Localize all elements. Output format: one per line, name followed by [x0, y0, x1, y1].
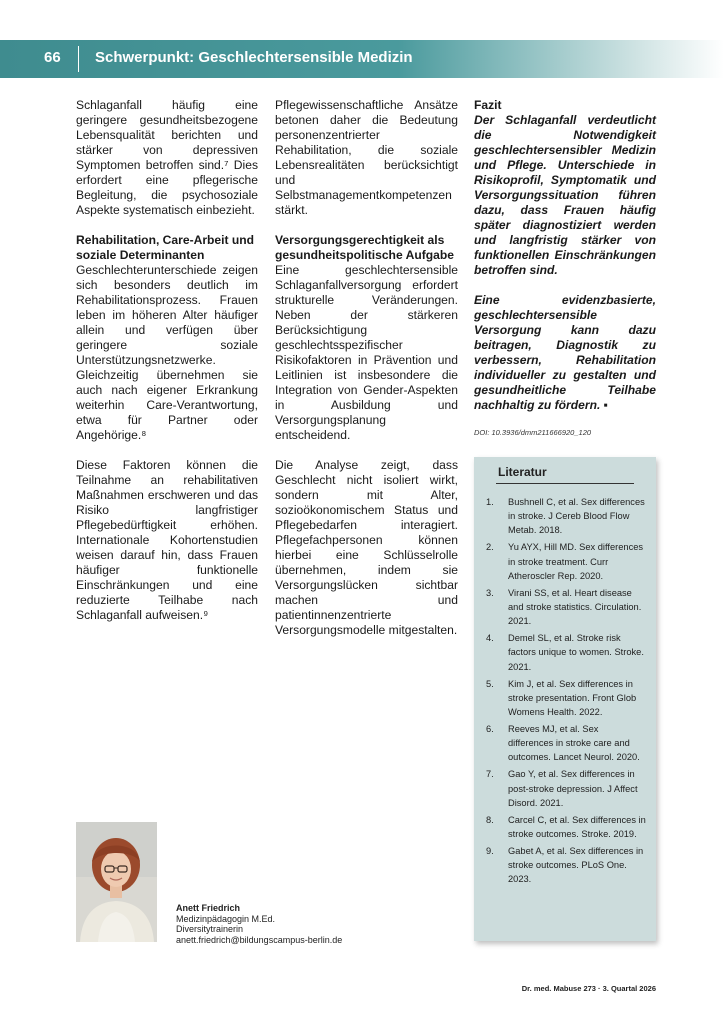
author-role: Diversitytrainerin: [176, 924, 244, 934]
conclusion-heading: Fazit: [474, 98, 502, 112]
paragraph: Geschlechterunterschiede zeigen sich besonders deutlich im Rehabilitationsprozess. Frauen leben im höheren Alter häufiger allein und verfügen über geringere soziale Unterstützungsnetzwerke. Gleichzeitig übernehmen sie auch nach eigener Erkrankung weiterhin Care-Verantwortung, etwa für Partner oder Angehörige.⁸: [76, 263, 258, 442]
text-column-3: [474, 98, 656, 453]
conclusion-paragraph: Eine evidenzbasierte, geschlechtersensible Versorgung kann dazu beitragen, Diagnostik zu verbessern, Rehabilitation individueller zu gestalten und gesundheitliche Teilhabe nachhaltig zu fördern. ▪: [474, 293, 656, 412]
literature-item: [486, 844, 646, 887]
page-number: 66: [44, 49, 61, 66]
literature-item: [486, 495, 646, 538]
literature-item: [486, 813, 646, 841]
literature-item-number: 4.: [486, 633, 494, 644]
literature-list: [486, 495, 646, 889]
page-footer: Dr. med. Mabuse 273 · 3. Quartal 2026: [521, 984, 656, 993]
literature-item-text: Carcel C, et al. Sex differences in stroke outcomes. Stroke. 2019.: [508, 814, 646, 840]
literature-item-text: Virani SS, et al. Heart disease and stroke statistics. Circulation. 2021.: [508, 587, 642, 627]
literature-item-number: 8.: [486, 814, 494, 825]
subheading: Versorgungsgerechtigkeit als gesundheitspolitische Aufgabe: [275, 233, 454, 262]
literature-item-text: Kim J, et al. Sex differences in stroke presentation. Front Glob Womens Health. 2022.: [508, 678, 637, 718]
literature-box: [474, 457, 656, 941]
literature-item-number: 9.: [486, 846, 494, 857]
literature-title: Literatur: [498, 465, 547, 479]
literature-item: [486, 631, 646, 674]
literature-item-number: 3.: [486, 587, 494, 598]
literature-item: [486, 677, 646, 720]
page-header: [0, 40, 724, 78]
literature-item-number: 1.: [486, 497, 494, 507]
literature-item-text: Gao Y, et al. Sex differences in post-stroke depression. J Affect Disord. 2021.: [508, 769, 638, 808]
paragraph: Pflegewissenschaftliche Ansätze betonen daher die Bedeutung personenzentrierter Rehabilitation, die soziale Lebensrealitäten berücksichtigt und Selbstmanagementkompetenzen stärkt.: [275, 98, 458, 217]
literature-item-text: Demel SL, et al. Stroke risk factors unique to women. Stroke. 2021.: [508, 633, 644, 672]
author-portrait-icon: [76, 822, 157, 942]
paragraph: Diese Faktoren können die Teilnahme an rehabilitativen Maßnahmen erschweren und das Risiko langfristiger Pflegebedürftigkeit erhöhen. Internationale Kohortenstudien weisen darauf hin, dass Frauen häufiger funktionelle Einschränkungen und eine reduzierte Teilhabe nach Schlaganfall aufweisen.⁹: [76, 458, 258, 622]
literature-item-text: Bushnell C, et al. Sex differences in stroke. J Cereb Blood Flow Metab. 2018.: [508, 497, 645, 536]
paragraph: Schlaganfall häufig eine geringere gesundheitsbezogene Lebensqualität berichten und stärker von depressiven Symptomen betroffen sind.⁷ Dies erfordert eine pflegerische Begleitung, die psychosoziale Aspekte systematisch einbezieht.: [76, 98, 258, 217]
literature-item-text: Reeves MJ, et al. Sex differences in stroke care and outcomes. Lancet Neurol. 2020.: [508, 724, 640, 763]
author-role: Medizinpädagogin M.Ed.: [176, 913, 276, 924]
literature-item: [486, 586, 646, 629]
paragraph: Die Analyse zeigt, dass Geschlecht nicht isoliert wirkt, sondern mit Alter, sozioökonomischem Status und Pflegebedarfen interagiert. Pflegefachpersonen können hierbei eine Schlüsselrolle übernehmen, indem sie Versorgungslücken sichtbar machen und patientinnenzentrierte Versorgungsmodelle mitgestalten.: [275, 458, 458, 637]
literature-item-number: 5.: [486, 678, 494, 689]
subheading: Rehabilitation, Care-Arbeit und soziale Determinanten: [76, 233, 255, 262]
header-divider: [78, 46, 79, 72]
literature-item: [486, 722, 646, 765]
author-email: anett.friedrich@bildungscampus-berlin.de: [176, 934, 343, 945]
literature-item-text: Yu AYX, Hill MD. Sex differences in stroke treatment. Curr Atheroscler Rep. 2020.: [508, 542, 644, 581]
literature-item-text: Gabet A, et al. Sex differences in stroke outcomes. PLoS One. 2023.: [508, 846, 644, 885]
conclusion-paragraph: Der Schlaganfall verdeutlicht die Notwendigkeit geschlechtersensibler Medizin und Pflege. Unterschiede in Risikoprofil, Symptomatik und Versorgungssituation führen dazu, dass Frauen häufig später diagnostiziert werden und langfristig stärker von funktionellen Einschränkungen betroffen sind.: [474, 113, 656, 277]
author-photo: [76, 822, 157, 942]
section-title: Schwerpunkt: Geschlechtersensible Medizin: [95, 49, 413, 66]
paragraph: Eine geschlechtersensible Schlaganfallversorgung erfordert strukturelle Veränderungen. Neben der stärkeren Berücksichtigung geschlechtsspezifischer Risikofaktoren in Prävention und Leitlinien ist insbesondere die Integration von Gender-Aspekten in Ausbildung und Versorgungsplanung entscheidend.: [275, 263, 458, 442]
literature-item-number: 7.: [486, 769, 494, 780]
text-column-1: [76, 98, 258, 638]
literature-item: [486, 767, 646, 810]
literature-item-number: 6.: [486, 724, 494, 735]
literature-item-number: 2.: [486, 542, 494, 553]
text-column-2: [275, 98, 458, 653]
author-info: [176, 903, 342, 945]
literature-divider: [496, 483, 634, 484]
literature-item: [486, 540, 646, 583]
author-name: Anett Friedrich: [176, 903, 241, 913]
doi-reference: DOI: 10.3936/dmm211666920_120: [474, 428, 592, 437]
